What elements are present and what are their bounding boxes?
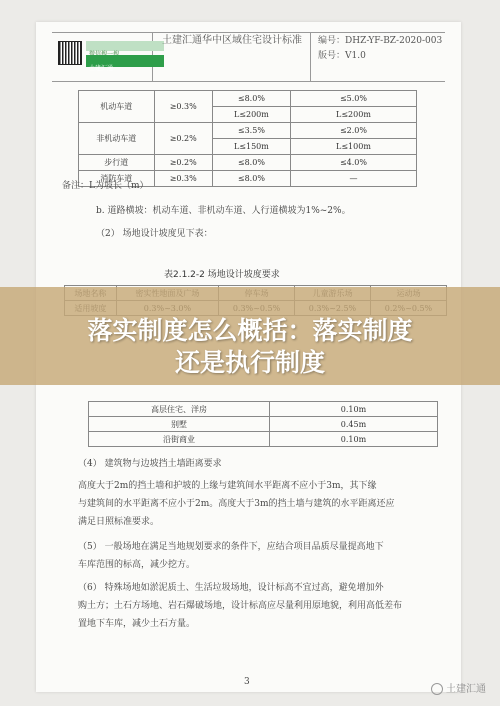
table-cell: ≤8.0%: [212, 155, 290, 171]
paragraph-line: （6） 特殊场地如淤泥质土、生活垃圾场地，设计标高不宜过高，避免增加外: [78, 583, 384, 593]
table-cell: L≤200m: [290, 107, 416, 123]
table-row: [79, 155, 417, 171]
table-cell: 别墅: [89, 417, 270, 432]
paragraph-line: 车库范围的标高，减少挖方。: [78, 560, 196, 570]
qr-code-icon: [58, 41, 82, 65]
table-cell: L≤100m: [290, 139, 416, 155]
title-banner: [0, 287, 500, 385]
height-table: [88, 401, 438, 447]
table-cell: 0.45m: [270, 417, 438, 432]
table-cell: 机动车道: [79, 91, 155, 123]
table-cell: 非机动车道: [79, 123, 155, 155]
paragraph-line: 高度大于2m的挡土墙和护坡的上缘与建筑间水平距离不应小于3m，其下缘: [78, 481, 377, 491]
table-cell: L≤150m: [212, 139, 290, 155]
section-heading: （4） 建筑物与边坡挡土墙距离要求: [78, 459, 222, 469]
table-cell: ≤2.0%: [290, 123, 416, 139]
road-slope-table: [78, 90, 417, 187]
table-cell: 消防车道: [79, 171, 155, 187]
document-title: 土建汇通华中区域住宅设计标准: [162, 35, 302, 46]
paragraph-line: （5） 一般场地在满足当地规划要求的条件下，应结合项目品质尽量提高地下: [78, 542, 384, 552]
table-cell: ≥0.2%: [154, 123, 212, 155]
paragraph-line: b. 道路横坡：机动车道、非机动车道、人行道横坡为1%~2%。: [96, 206, 351, 216]
table-row: [79, 91, 417, 107]
table-cell: —: [290, 171, 416, 187]
wechat-icon: [431, 683, 443, 695]
table-row: [89, 417, 438, 432]
table-cell: ≤3.5%: [212, 123, 290, 139]
table-cell: 高层住宅、洋房: [89, 402, 270, 417]
table-cell: ≤5.0%: [290, 91, 416, 107]
page-number: 3: [244, 677, 250, 687]
table-row: [89, 432, 438, 447]
watermark: [431, 680, 486, 695]
table-cell: ≤4.0%: [290, 155, 416, 171]
banner-title-line2: 还是执行制度: [174, 348, 325, 377]
table-cell: 0.10m: [270, 432, 438, 447]
document-number: 编号：DHZ-YF-BZ-2020-003: [318, 36, 443, 46]
table-row: [79, 123, 417, 139]
brand-search-badge: [86, 41, 164, 51]
banner-title-line1: 落实制度怎么概括：落实制度: [87, 316, 413, 345]
document-version: 版号：V1.0: [318, 51, 366, 61]
table-cell: L≤200m: [212, 107, 290, 123]
table-cell: ≥0.3%: [154, 171, 212, 187]
table-cell: 步行道: [79, 155, 155, 171]
brand-name-badge: 土建汇通: [86, 55, 164, 67]
table-cell: ≥0.2%: [154, 155, 212, 171]
document-header: [36, 22, 461, 80]
table-cell: 沿街商业: [89, 432, 270, 447]
document-code: [318, 34, 442, 64]
table-row: [89, 402, 438, 417]
section-heading: （2） 场地设计坡度见下表：: [96, 229, 213, 239]
table-cell: ≤8.0%: [212, 171, 290, 187]
table-note: 备注：L为坡长（m）: [62, 181, 149, 191]
table-caption: 表2.1.2-2 场地设计坡度要求: [164, 270, 280, 280]
table-cell: ≤8.0%: [212, 91, 290, 107]
watermark-label: 土建汇通: [446, 684, 486, 695]
paragraph-line: 置地下车库，减少土石方量。: [78, 619, 196, 629]
table-cell: ≥0.3%: [154, 91, 212, 123]
table-cell: 0.10m: [270, 402, 438, 417]
paragraph-line: 满足日照标准要求。: [78, 517, 160, 527]
paragraph-line: 购土方；土石方场地、岩石爆破场地，设计标高应尽量利用原地貌，利用高低差布: [78, 601, 403, 611]
paragraph-line: 与建筑间的水平距离不应小于2m。高度大于3m的挡土墙与建筑的水平距离还应: [78, 499, 395, 509]
